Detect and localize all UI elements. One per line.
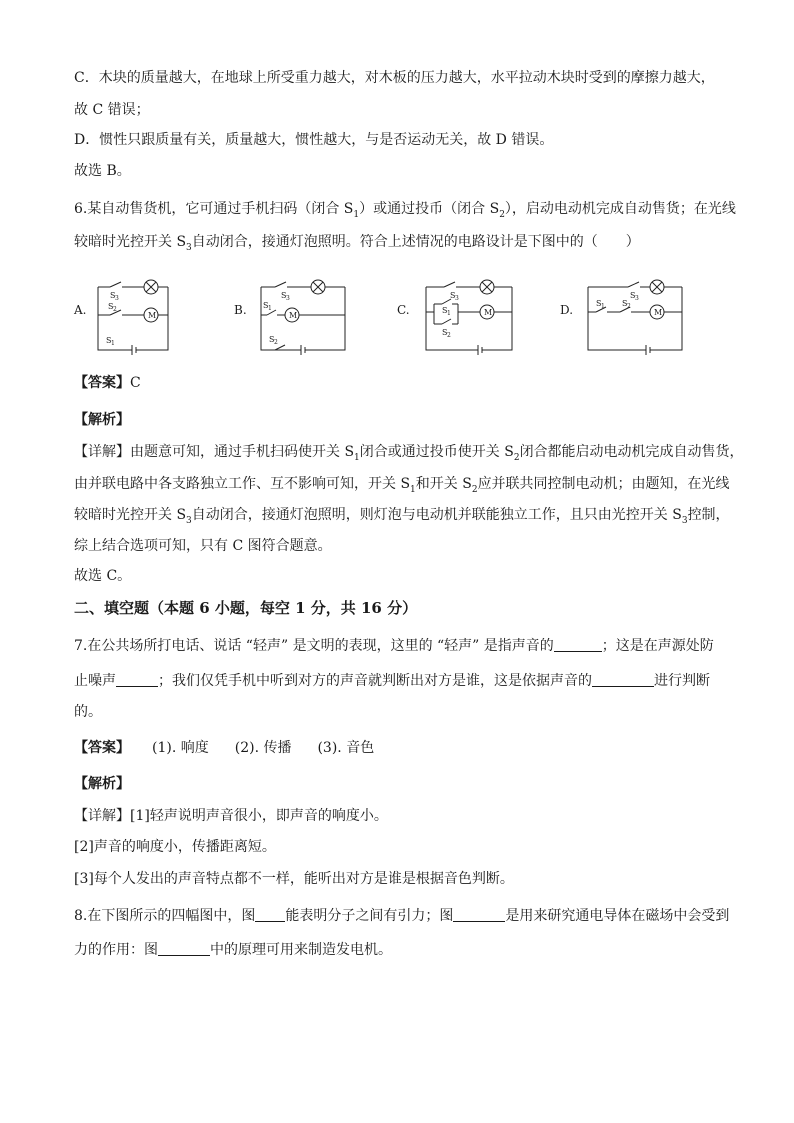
circuit-diagram-c	[420, 262, 570, 362]
svg-text:2: 2	[447, 332, 451, 339]
detail-line: 较暗时光控开关 $S_3$自动闭合，接通灯泡照明，则灯泡与电动机并联能独立工作，且只由光控开关 $S_3$控制，	[74, 507, 730, 526]
svg-text:2: 2	[113, 306, 117, 313]
detail-line: 综上结合选项可知，只有 C 图符合题意。	[74, 538, 332, 554]
switch-label: S	[450, 291, 456, 300]
svg-text:3: 3	[635, 295, 639, 302]
detail-line: [3]每个人发出的声音特点都不一样，能听出对方是谁是根据音色判断。	[74, 871, 514, 887]
answer-label: 【答案】	[74, 740, 130, 756]
circuit-diagram-b	[255, 262, 405, 362]
detail-line: 【详解】[1]轻声说明声音很小，即声音的响度小。	[74, 808, 388, 824]
circuit-diagram-a	[92, 262, 242, 362]
answer-blank[interactable]	[554, 637, 602, 652]
switch-label: S	[281, 291, 287, 300]
detail-line: 【详解】由题意可知，通过手机扫码使开关 $S_1$闭合或通过投币使开关 $S_2$闭合都能启动电动机完成自动售货，	[74, 444, 744, 463]
question-8-line-2: 力的作用：图 中的原理可用来制造发电机。	[74, 942, 392, 958]
switch-label: S	[630, 291, 636, 300]
answer-blank[interactable]	[255, 907, 285, 922]
svg-text:3: 3	[115, 295, 119, 302]
svg-text:3: 3	[455, 295, 459, 302]
motor-label: M	[148, 311, 157, 320]
svg-text:1: 1	[601, 303, 605, 310]
analysis-label: 【解析】	[74, 776, 130, 792]
switch-label: S	[442, 306, 448, 315]
detail-line: [2]声音的响度小，传播距离短。	[74, 839, 276, 855]
motor-label: M	[484, 308, 493, 317]
answer-blank[interactable]	[158, 941, 210, 956]
motor-label: M	[654, 308, 663, 317]
answer-blank[interactable]	[453, 907, 505, 922]
option-b-label: B.	[234, 303, 247, 317]
choose-line: 故选 C。	[74, 568, 132, 584]
question-7-line-3: 的。	[74, 704, 102, 720]
option-a-label: A.	[74, 303, 87, 317]
answer-blank[interactable]	[116, 672, 158, 687]
switch-label: S	[596, 299, 602, 308]
question-8-line-1: 8.在下图所示的四幅图中，图 能表明分子之间有引力；图 是用来研究通电导体在磁场中会受到	[74, 908, 730, 924]
svg-text:1: 1	[111, 340, 115, 347]
question-6-line-2: 较暗时光控开关 $S_3$自动闭合，接通灯泡照明。符合上述情况的电路设计是下图中的（ ）	[74, 234, 640, 253]
answer-6: 【答案】C	[74, 375, 141, 391]
answer-7: 【答案】 (1). 响度 (2). 传播 (3). 音色	[74, 740, 375, 756]
text-line: 故 C 错误；	[74, 102, 150, 118]
detail-line: 由并联电路中各支路独立工作、互不影响可知，开关 $S_1$和开关 $S_2$应并联共同控制电动机；由题知，在光线	[74, 476, 730, 495]
switch-label: S	[263, 301, 269, 310]
answer-label: 【答案】	[74, 375, 130, 391]
svg-text:3: 3	[286, 295, 290, 302]
svg-text:2: 2	[274, 339, 278, 346]
motor-label: M	[289, 311, 298, 320]
option-d-label: D.	[560, 303, 574, 317]
svg-text:2: 2	[627, 303, 631, 310]
switch-label: S	[442, 328, 448, 337]
answer-blank[interactable]	[592, 672, 654, 687]
text-line: D．惯性只跟质量有关，质量越大，惯性越大，与是否运动无关，故 D 错误。	[74, 132, 554, 148]
svg-text:1: 1	[268, 305, 272, 312]
section-heading: 二、填空题（本题 6 小题，每空 1 分，共 16 分）	[74, 599, 418, 617]
text-line: 故选 B。	[74, 163, 131, 179]
circuit-diagram-d	[582, 262, 732, 362]
svg-text:1: 1	[447, 310, 451, 317]
switch-label: S	[110, 291, 116, 300]
question-7-line-2: 止噪声 ；我们仅凭手机中听到对方的声音就判断出对方是谁，这是依据声音的 进行判断	[74, 673, 710, 689]
text-line: C．木块的质量越大，在地球上所受重力越大，对木板的压力越大，水平拉动木块时受到的摩擦力越大，	[74, 70, 715, 86]
switch-label: S	[622, 299, 628, 308]
option-c-label: C.	[397, 303, 410, 317]
question-7-line-1: 7.在公共场所打电话、说话 “轻声” 是文明的表现，这里的 “轻声” 是指声音的 ；这是在声源处防	[74, 638, 714, 654]
switch-label: S	[269, 335, 275, 344]
switch-label: S	[108, 302, 114, 311]
switch-label: S	[106, 336, 112, 345]
analysis-label: 【解析】	[74, 412, 130, 428]
question-6-line-1: 6.某自动售货机，它可通过手机扫码（闭合 $S_1$）或通过投币（闭合 $S_2$），启动电动机完成自动售货；在光线	[74, 201, 736, 220]
